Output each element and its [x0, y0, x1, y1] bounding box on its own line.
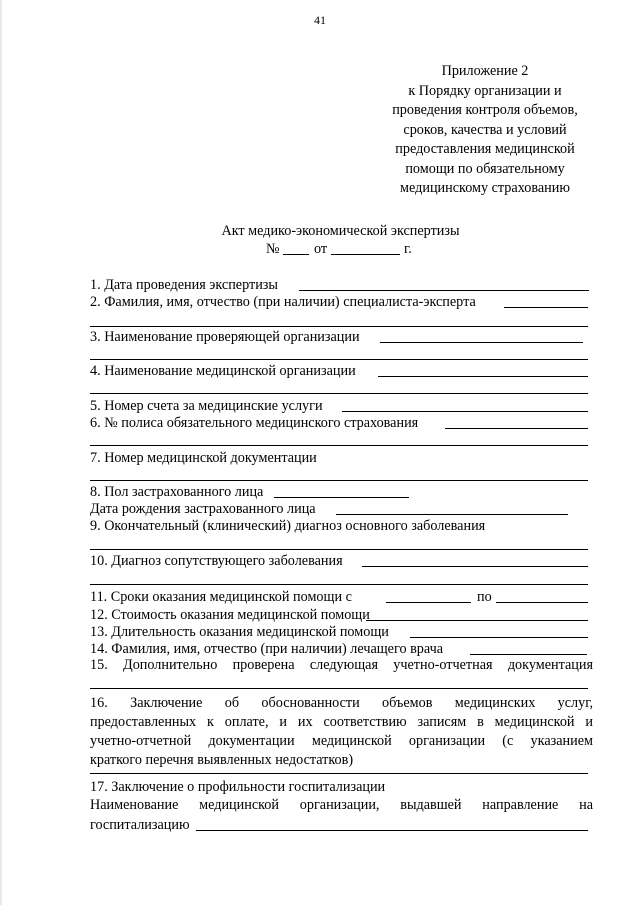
- appendix-line: Приложение 2: [441, 63, 529, 79]
- field-input-8[interactable]: [274, 497, 409, 498]
- appendix-line: проведения контроля объемов,: [392, 102, 578, 118]
- field-label-2: 2. Фамилия, имя, отчество (при наличии) специалиста-эксперта: [90, 294, 476, 310]
- field-label-16-line-4: краткого перечня выявленных недостатков): [90, 752, 354, 768]
- field-label-14: 14. Фамилия, имя, отчество (при наличии) лечащего врача: [90, 641, 444, 657]
- field-input-11-to[interactable]: [496, 602, 588, 603]
- field-input-17b[interactable]: [196, 830, 588, 831]
- page-number: 41: [314, 13, 326, 27]
- field-input-7[interactable]: [90, 480, 588, 481]
- title-line: Акт медико-экономической экспертизы: [221, 223, 460, 239]
- field-label-16-line-1: 16. Заключение об обоснованности объемов медицинских услуг,: [90, 695, 593, 711]
- field-input-6-continued[interactable]: [90, 445, 588, 446]
- field-label-4: 4. Наименование медицинской организации: [90, 363, 356, 379]
- field-label-16-line-2: предоставленных к оплате, и их соответствию записям в медицинской и: [90, 714, 593, 730]
- from-label: от: [314, 241, 328, 257]
- field-label-11-to: по: [477, 589, 492, 605]
- act-number-field[interactable]: [283, 254, 309, 255]
- field-input-6[interactable]: [445, 428, 588, 429]
- field-label-6: 6. № полиса обязательного медицинского страхования: [90, 415, 419, 431]
- number-sign: №: [266, 241, 280, 257]
- field-label-15: 15. Дополнительно проверена следующая учетно-отчетная документация: [90, 657, 593, 673]
- field-input-10-continued[interactable]: [90, 584, 588, 585]
- field-label-17: 17. Заключение о профильности госпитализации: [90, 779, 386, 795]
- field-label-17b-line-2: госпитализацию: [90, 817, 190, 833]
- appendix-line: предоставления медицинской: [395, 141, 575, 157]
- field-label-13: 13. Длительность оказания медицинской помощи: [90, 624, 389, 640]
- field-label-1: 1. Дата проведения экспертизы: [90, 277, 278, 293]
- appendix-line: медицинскому страхованию: [400, 180, 570, 196]
- field-input-10[interactable]: [362, 566, 588, 567]
- field-input-5[interactable]: [342, 411, 588, 412]
- field-label-17b-line-1: Наименование медицинской организации, выдавшей направление на: [90, 797, 593, 813]
- field-label-16-line-3: учетно-отчетной документации медицинской организации (с указанием: [90, 733, 593, 749]
- appendix-line: сроков, качества и условий: [403, 121, 567, 138]
- appendix-line: помощи по обязательному: [405, 160, 565, 177]
- field-input-15[interactable]: [90, 688, 588, 689]
- field-input-8b[interactable]: [336, 514, 568, 515]
- field-input-3-continued[interactable]: [90, 359, 588, 360]
- field-input-13[interactable]: [410, 637, 588, 638]
- field-input-11-from[interactable]: [386, 602, 471, 603]
- act-date-field[interactable]: [331, 254, 400, 255]
- field-input-4-continued[interactable]: [90, 393, 588, 394]
- field-input-12[interactable]: [366, 620, 588, 621]
- field-input-2-continued[interactable]: [90, 326, 588, 327]
- appendix-line: к Порядку организации и: [408, 82, 562, 99]
- document-title: [0, 222, 640, 241]
- field-label-8: 8. Пол застрахованного лица: [90, 484, 264, 500]
- field-input-3[interactable]: [380, 342, 583, 343]
- field-label-8b: Дата рождения застрахованного лица: [90, 501, 316, 517]
- field-label-3: 3. Наименование проверяющей организации: [90, 329, 360, 345]
- appendix-block: [352, 62, 618, 199]
- field-label-12: 12. Стоимость оказания медицинской помощи: [90, 607, 370, 623]
- scan-edge: [0, 0, 2, 905]
- field-label-5: 5. Номер счета за медицинские услуги: [90, 398, 323, 414]
- field-input-16[interactable]: [90, 773, 588, 774]
- field-label-11: 11. Сроки оказания медицинской помощи с: [90, 589, 352, 605]
- field-label-9: 9. Окончательный (клинический) диагноз основного заболевания: [90, 518, 486, 534]
- field-input-4[interactable]: [378, 376, 588, 377]
- field-label-7: 7. Номер медицинской документации: [90, 450, 317, 466]
- field-label-10: 10. Диагноз сопутствующего заболевания: [90, 553, 343, 569]
- field-input-2[interactable]: [504, 307, 588, 308]
- field-input-9[interactable]: [90, 549, 588, 550]
- field-input-14[interactable]: [470, 654, 587, 655]
- year-label: г.: [404, 241, 412, 257]
- field-input-1[interactable]: [299, 290, 589, 291]
